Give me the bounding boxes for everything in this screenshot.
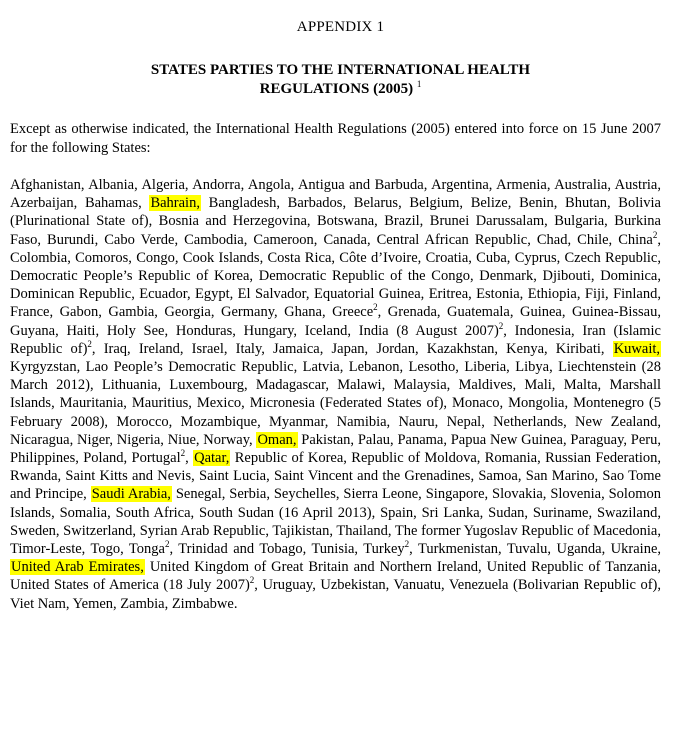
states-text-run: Bangladesh, Barbados, Belarus, Belgium, Belize, Benin, Bhutan, Bolivia (Plurinational State of), Bosnia and Herzegovina, Botswana, Brazil, Brunei Darussalam, Bulgaria, Burkina Faso, Burundi, Cabo Verde, Cambodia, Cameroon, Canada, Central African Republic, Chad, Chile, China bbox=[10, 195, 661, 248]
footnote-marker: 2 bbox=[404, 539, 410, 550]
footnote-marker: 2 bbox=[87, 339, 92, 349]
states-text-run: , Indonesia, Iran (Islamic Republic of) bbox=[10, 322, 661, 357]
highlighted-state: Kuwait, bbox=[613, 340, 660, 357]
title-line-2: REGULATIONS (2005) bbox=[259, 81, 414, 97]
title-footnote-marker: 1 bbox=[416, 79, 422, 89]
states-text-run: , Trinidad and Tobago, Tunisia, Turkey bbox=[169, 541, 405, 558]
states-text-run: United Kingdom of Great Britain and Northern Ireland, United Republic of Tanzania, United States of America (18 July 2007) bbox=[10, 559, 661, 594]
states-parties-list bbox=[10, 176, 661, 613]
appendix-heading: APPENDIX 1 bbox=[296, 19, 385, 35]
highlighted-state: Oman, bbox=[257, 431, 297, 448]
footnote-marker: 2 bbox=[180, 448, 186, 459]
footnote-marker: 2 bbox=[249, 575, 255, 586]
highlighted-state: Saudi Arabia, bbox=[91, 486, 171, 503]
footnote-marker: 2 bbox=[373, 302, 378, 313]
highlighted-state: Bahrain, bbox=[150, 195, 200, 212]
document-title bbox=[40, 61, 641, 99]
states-text-run: Republic of Korea, Republic of Moldova, Romania, Russian Federation, Rwanda, Saint Kitts and Nevis, Saint Lucia, Saint Vincent and the Grenadines, Samoa, San Marino, Sao Tome and Principe, bbox=[10, 450, 662, 503]
footnote-marker: 2 bbox=[652, 229, 658, 240]
states-text-run: Senegal, Serbia, Seychelles, Sierra Leone, Singapore, Slovakia, Slovenia, Solomon Islands, Somalia, South Africa, South Sudan (16 April 2013), Spain, Sri Lanka, Sudan, Suriname, Swaziland, Sweden, Switzerland, Syrian Arab Republic, Tajikistan, Thailand, The former Yugoslav Republic of Macedonia, Timor-Leste, Togo, Tonga bbox=[10, 486, 661, 558]
states-text-run: , Turkmenistan, Tuvalu, Uganda, Ukraine, bbox=[409, 541, 662, 558]
states-text-run: Afghanistan, Albania, Algeria, Andorra, Angola, Antigua and Barbuda, Argentina, Armenia, Australia, Austria, Azerbaijan, Bahamas, bbox=[10, 177, 661, 212]
intro-paragraph: Except as otherwise indicated, the International Health Regulations (2005) entered into force on 15 June 2007 for the following States: bbox=[10, 121, 661, 156]
states-text-run: , Uruguay, Uzbekistan, Vanuatu, Venezuela (Bolivarian Republic of), Viet Nam, Yemen, Zambia, Zimbabwe. bbox=[10, 577, 661, 612]
highlighted-state: Qatar, bbox=[194, 450, 230, 467]
footnote-marker: 2 bbox=[164, 539, 170, 550]
states-text-run: , Iraq, Ireland, Israel, Italy, Jamaica, Japan, Jordan, Kazakhstan, Kenya, Kiribati, bbox=[91, 340, 613, 357]
highlighted-state: United Arab Emirates, bbox=[11, 559, 144, 576]
states-text-run: Pakistan, Palau, Panama, Papua New Guinea, Paraguay, Peru, Philippines, Poland, Portugal bbox=[10, 431, 662, 467]
states-text-run: Kyrgyzstan, Lao People’s Democratic Republic, Latvia, Lebanon, Lesotho, Liberia, Libya, Liechtenstein (28 March 2012), Lithuania, Luxembourg, Madagascar, Malawi, Malaysia, Maldives, Mali, Malta, Marshall Islands, Mauritania, Mauritius, Mexico, Micronesia (Federated States of), Monaco, Mongolia, Montenegro (5 February 2008), Morocco, Mozambique, Myanmar, Namibia, Nauru, Nepal, Netherlands, New Zealand, Nicaragua, Niger, Nigeria, Niue, Norway, bbox=[10, 359, 661, 448]
states-text-run: , bbox=[185, 450, 194, 467]
states-text-run: , Colombia, Comoros, Congo, Cook Islands, Costa Rica, Côte d’Ivoire, Croatia, Cuba, Cyprus, Czech Republic, Democratic People’s Republic of Korea, Democratic Republic of the Congo, Denmark, Djibouti, Dominica, Dominican Republic, Ecuador, Egypt, El Salvador, Equatorial Guinea, Eritrea, Estonia, Ethiopia, Fiji, Finland, France, Gabon, Gambia, Georgia, Germany, Ghana, Greece bbox=[10, 231, 661, 321]
footnote-marker: 2 bbox=[498, 320, 504, 331]
states-text-run: , Grenada, Guatemala, Guinea, Guinea-Bissau, Guyana, Haiti, Holy See, Honduras, Hungary, Iceland, India (8 August 2007) bbox=[10, 304, 661, 339]
title-line-1: STATES PARTIES TO THE INTERNATIONAL HEALTH bbox=[150, 62, 531, 78]
